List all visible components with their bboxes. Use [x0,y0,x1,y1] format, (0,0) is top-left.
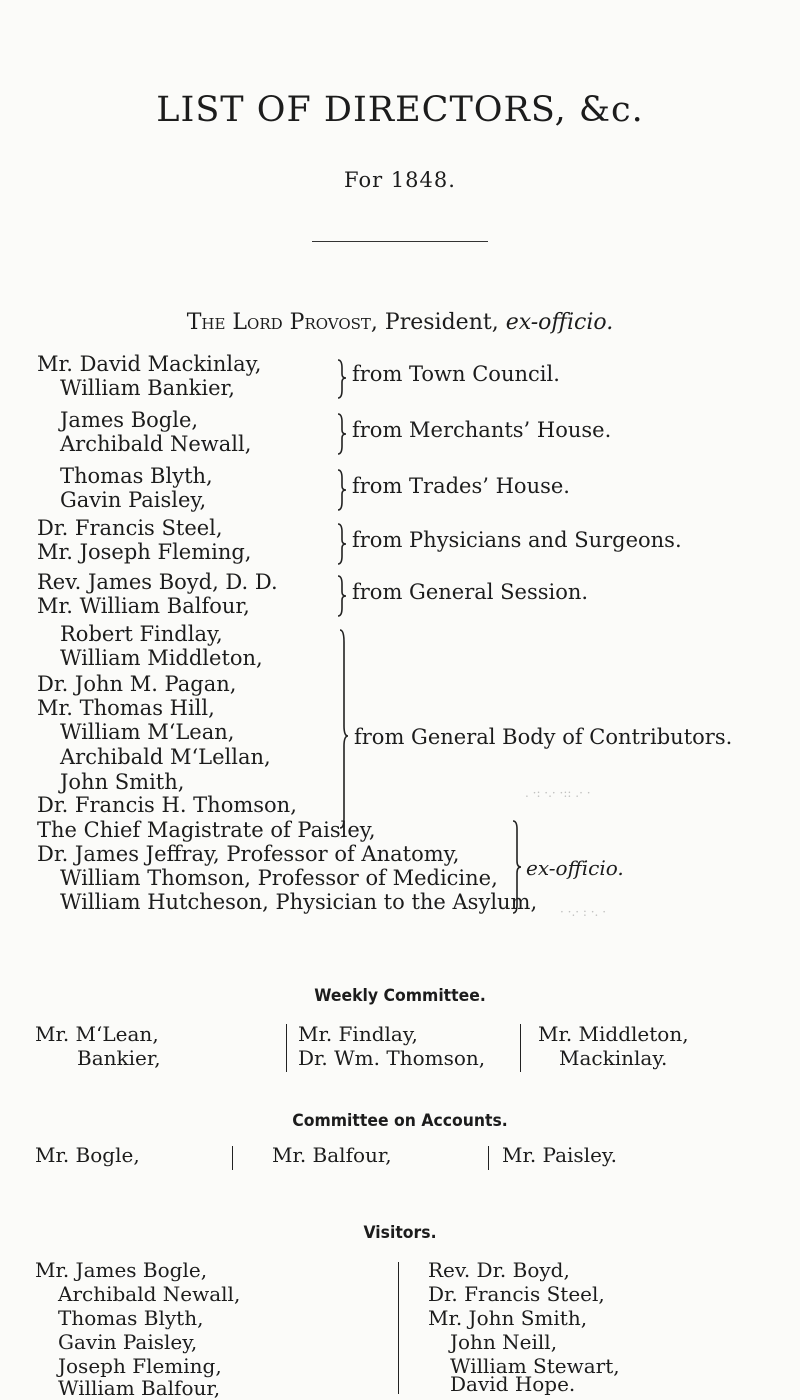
brace-town-council [338,360,346,398]
weekly-committee-member: Bankier, [77,1046,161,1070]
visitor-name: William Balfour, [58,1376,221,1400]
column-divider [520,1024,521,1072]
ex-officio-line: The Chief Magistrate of Paisley, [37,818,376,842]
column-divider [398,1262,399,1394]
director-line: Robert Findlay, [60,622,223,646]
visitor-name: Dr. Francis Steel, [428,1282,605,1306]
visitors-heading: Visitors. [363,1223,437,1243]
visitor-name: Gavin Paisley, [58,1330,198,1354]
weekly-committee-member: Mr. Findlay, [298,1022,418,1046]
visitor-name: Mr. John Smith, [428,1306,588,1330]
president-ex-officio: ex-officio. [505,310,614,335]
visitor-name: Rev. Dr. Boyd, [428,1258,570,1282]
accounts-committee-heading: Committee on Accounts. [292,1111,508,1131]
page-title: LIST OF DIRECTORS, &c. [156,90,644,130]
director-line: Mr. David Mackinlay, [37,352,262,376]
brace-label: from Trades’ House. [352,474,570,498]
brace-label: from Physicians and Surgeons. [352,528,682,552]
president-line [0,310,800,335]
director-line: Mr. Thomas Hill, [37,696,215,720]
president-role: President, [377,310,506,335]
brace-label: from General Body of Contributors. [354,725,733,749]
visitor-name: Archibald Newall, [58,1282,241,1306]
visitor-name: Mr. James Bogle, [35,1258,208,1282]
director-line: Archibald Newall, [60,432,252,456]
weekly-committee-member: Mackinlay. [559,1046,668,1070]
president-name: The Lord Provost, [186,310,378,335]
paper-stain: · ·.· : ·. · [560,905,607,919]
brace-merchants-house [338,414,346,454]
director-line: Mr. William Balfour, [37,594,250,618]
director-line: Dr. Francis Steel, [37,516,223,540]
brace-label: from Town Council. [352,362,560,386]
page-subtitle: For 1848. [344,168,456,192]
column-divider [488,1146,489,1170]
brace-physicians [338,524,346,564]
weekly-committee-member: Mr. M‘Lean, [35,1022,159,1046]
ex-officio-line: William Hutcheson, Physician to the Asylum, [60,890,538,914]
visitor-name: John Neill, [450,1330,558,1354]
director-line: Thomas Blyth, [60,464,213,488]
ex-officio-line: William Thomson, Professor of Medicine, [60,866,498,890]
director-line: Archibald M‘Lellan, [60,745,271,769]
ex-officio-label: ex-officio. [526,856,624,880]
director-line: Rev. James Boyd, D. D. [37,570,278,594]
weekly-committee-member: Mr. Middleton, [538,1022,689,1046]
column-divider [286,1024,287,1072]
brace-general-session [338,576,346,616]
weekly-committee-heading: Weekly Committee. [314,986,486,1006]
visitor-name: William Stewart, [450,1354,620,1378]
director-line: Dr. John M. Pagan, [37,672,237,696]
accounts-committee-member: Mr. Balfour, [272,1143,392,1167]
accounts-committee-member: Mr. Bogle, [35,1143,140,1167]
brace-label: from General Session. [352,580,589,604]
title-divider [312,241,488,242]
director-line: William Bankier, [60,376,235,400]
director-line: William Middleton, [60,646,263,670]
brace-trades-house [338,470,346,510]
director-line: Mr. Joseph Fleming, [37,540,252,564]
director-line: John Smith, [60,770,185,794]
visitor-name: David Hope. [450,1372,576,1396]
paper-stain: . ·: ·.· ·:: .· · [525,786,591,800]
director-line: William M‘Lean, [60,720,235,744]
director-line: Dr. Francis H. Thomson, [37,793,297,817]
brace-general-body [340,630,348,828]
visitor-name: Thomas Blyth, [58,1306,204,1330]
brace-label: from Merchants’ House. [352,418,612,442]
ex-officio-line: Dr. James Jeffray, Professor of Anatomy, [37,842,460,866]
director-line: James Bogle, [60,408,199,432]
weekly-committee-member: Dr. Wm. Thomson, [298,1046,486,1070]
column-divider [232,1146,233,1170]
visitor-name: Joseph Fleming, [58,1354,222,1378]
accounts-committee-member: Mr. Paisley. [502,1143,617,1167]
director-line: Gavin Paisley, [60,488,207,512]
